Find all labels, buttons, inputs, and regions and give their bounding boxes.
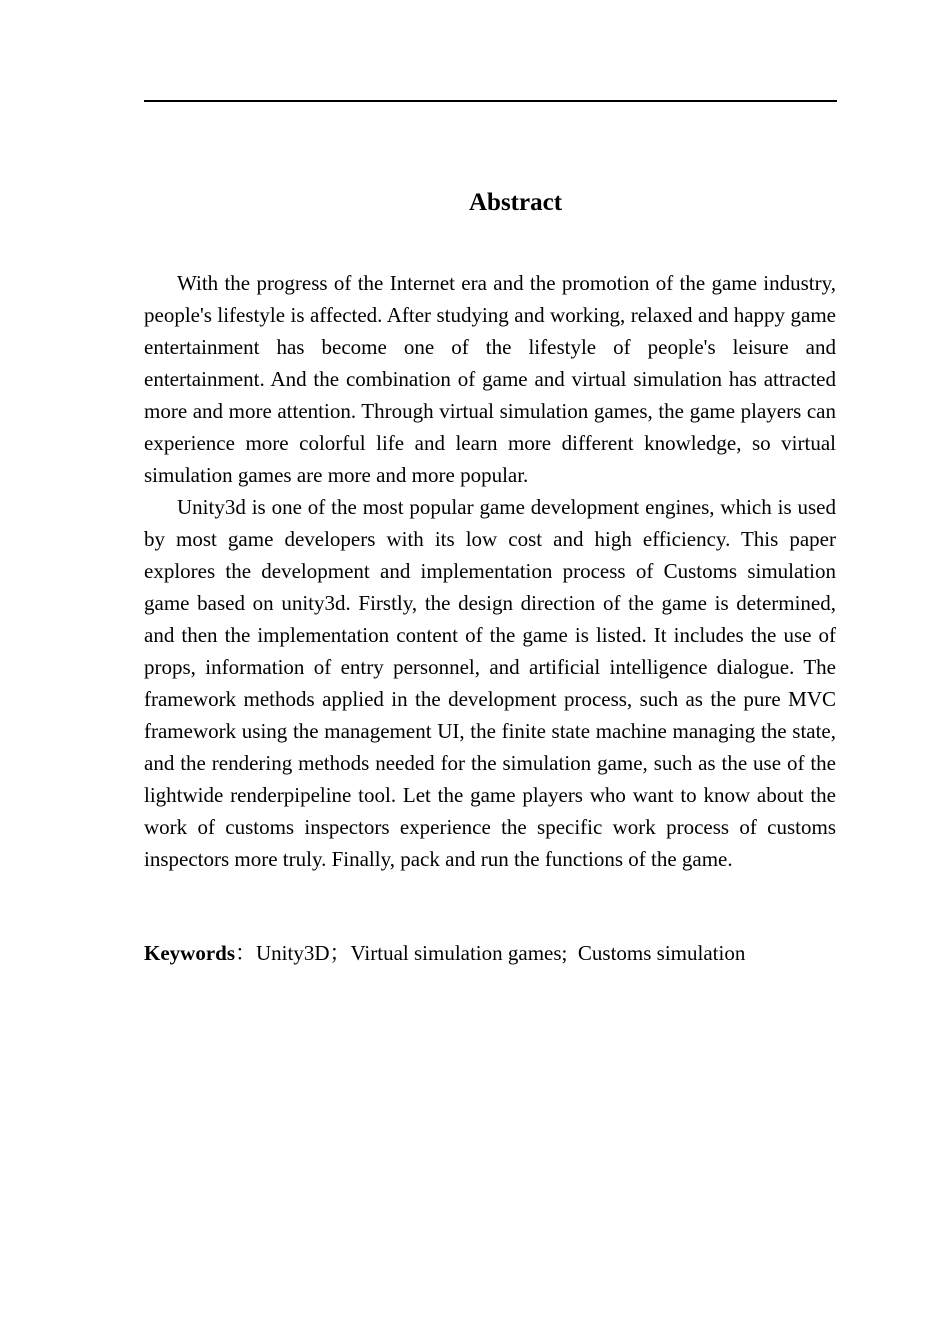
abstract-paragraph-1: With the progress of the Internet era and the promotion of the game industry, people's lifestyle is affected. After studying and working, relaxed and happy game entertainment has become one of the lifestyle of people's leisure and entertainment. And the combination of game and virtual simulation has attracted more and more attention. Through virtual simulation games, the game players can experience more colorful life and learn more different knowledge, so virtual simulation games are more and more popular. — [144, 271, 836, 487]
keywords-line — [144, 937, 836, 969]
keyword-item: Virtual simulation games — [350, 941, 562, 965]
keywords-label-separator: ： — [235, 941, 256, 965]
page-title: Abstract — [468, 189, 563, 216]
abstract-paragraph-2: Unity3d is one of the most popular game development engines, which is used by most game developers with its low cost and high efficiency. This paper explores the development and implementation process of Customs simulation game based on unity3d. Firstly, the design direction of the game is determined, and then the implementation content of the game is listed. It includes the use of props, information of entry personnel, and artificial intelligence dialogue. The framework methods applied in the development process, such as the pure MVC framework using the management UI, the finite state machine managing the state, and the rendering methods needed for the simulation game, such as the use of the lightwide renderpipeline tool. Let the game players who want to know about the work of customs inspectors experience the specific work process of customs inspectors more truly. Finally, pack and run the functions of the game. — [144, 495, 836, 871]
keyword-item: Unity3D — [256, 941, 330, 965]
keywords-label: Keywords — [144, 941, 235, 965]
keyword-separator: ; — [561, 941, 568, 965]
header-rule — [144, 100, 837, 102]
keyword-separator: ； — [329, 941, 351, 965]
abstract-body — [144, 267, 836, 875]
keyword-item: Customs simulation — [577, 941, 746, 965]
